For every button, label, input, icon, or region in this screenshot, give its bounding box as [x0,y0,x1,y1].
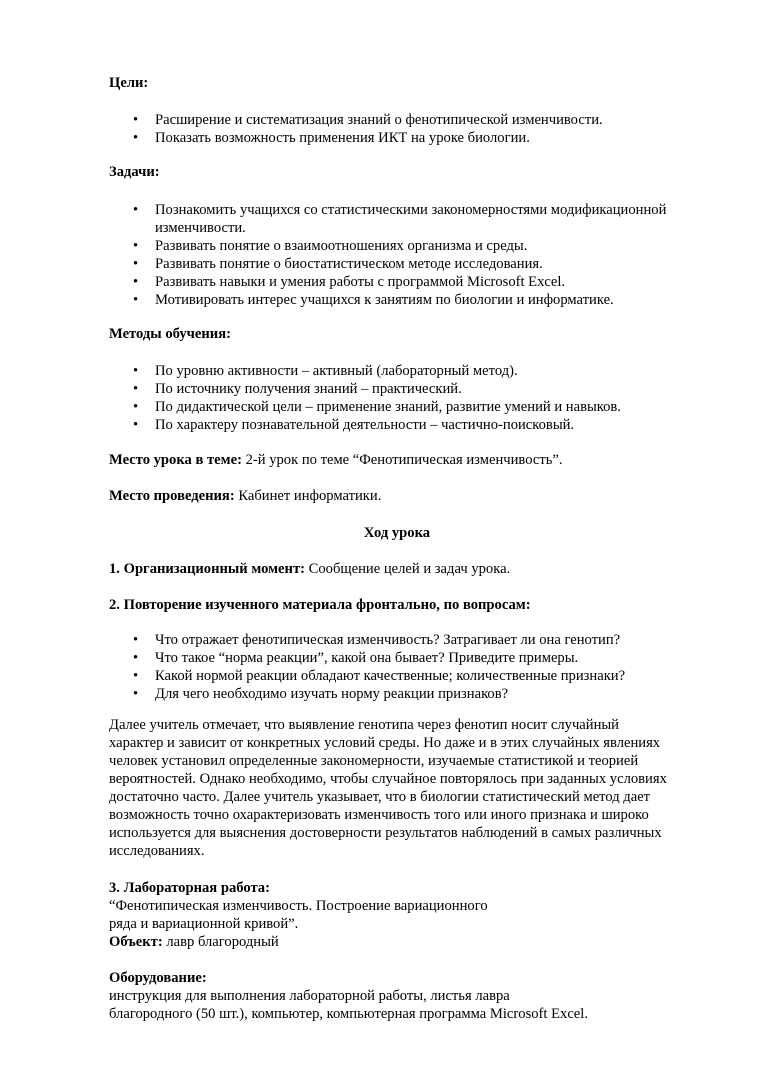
step3-block: 3. Лабораторная работа: “Фенотипическая изменчивость. Построение вариационного ряда и вариационной кривой”. [109,880,488,932]
bullet-icon: • [133,130,139,146]
list-item: • Что такое “норма реакции”, какой она бывает? Приведите примеры. [133,650,579,666]
list-item: • Для чего необходимо изучать норму реакции признаков? [133,686,509,702]
bullet-icon: • [133,399,139,415]
methods-list [109,362,709,434]
list-item: • По характеру познавательной деятельности – частично-поисковый. [133,417,575,433]
bullet-icon: • [133,202,139,218]
lesson-place-line: Место урока в теме: 2-й урок по теме “Фенотипическая изменчивость”. [109,452,563,468]
bullet-icon: • [133,668,139,684]
object-line: Объект: лавр благородный [109,934,279,950]
bullet-icon: • [133,256,139,272]
list-item: • Что отражает фенотипическая изменчивость? Затрагивает ли она генотип? [133,632,621,648]
list-item: • Какой нормой реакции обладают качественные; количественные признаки? [133,668,626,684]
bullet-icon: • [133,238,139,254]
list-item: • По источнику получения знаний – практический. [133,381,462,397]
bullet-icon: • [133,363,139,379]
body-paragraph: Далее учитель отмечает, что выявление генотипа через фенотип носит случайный характер и зависит от конкретных условий среды. Но даже и в этих случайных явлениях человек установил определенные закономерности, изучаемые статистикой и теорией вероятностей. Однако необходимо, чтобы случайное повторялось при заданных условиях достаточно часто. Далее учитель указывает, что в биологии статистический метод дает возможность точно охарактеризовать изменчивость того или иного признака и широко используется для выяснения достоверности результатов наблюдений в самых различных исследованиях. [109,717,667,859]
questions-list [109,631,709,703]
venue-line: Место проведения: Кабинет информатики. [109,488,382,504]
list-item: • Развивать понятие о взаимоотношениях организма и среды. [133,238,528,254]
list-item: • Расширение и систематизация знаний о фенотипической изменчивости. [133,112,603,128]
list-item: • По уровню активности – активный (лабораторный метод). [133,363,518,379]
tasks-list [109,201,709,309]
list-item: • Развивать понятие о биостатистическом методе исследования. [133,256,543,272]
list-item: • Показать возможность применения ИКТ на уроке биологии. [133,130,530,146]
bullet-icon: • [133,417,139,433]
tasks-heading: Задачи: [109,164,160,180]
bullet-icon: • [133,650,139,666]
list-item: • Познакомить учащихся со статистическими закономерностями модификационной изменчивости. [133,202,667,236]
bullet-icon: • [133,112,139,128]
goals-list [109,111,709,147]
lesson-title: Ход урока [363,525,431,541]
bullet-icon: • [133,274,139,290]
list-item: • Мотивировать интерес учащихся к занятиям по биологии и информатике. [133,292,614,308]
methods-heading: Методы обучения: [109,326,231,342]
equipment-block: Оборудование: инструкция для выполнения лабораторной работы, листья лавра благородного (50 шт.), компьютер, компьютерная программа Microsoft Excel. [109,970,588,1022]
goals-heading: Цели: [109,75,149,91]
step1-line: 1. Организационный момент: Сообщение целей и задач урока. [109,561,511,577]
step2-heading: 2. Повторение изученного материала фронтально, по вопросам: [109,597,531,613]
bullet-icon: • [133,292,139,308]
bullet-icon: • [133,632,139,648]
list-item: • По дидактической цели – применение знаний, развитие умений и навыков. [133,399,621,415]
bullet-icon: • [133,686,139,702]
bullet-icon: • [133,381,139,397]
list-item: • Развивать навыки и умения работы с программой Microsoft Excel. [133,274,566,290]
